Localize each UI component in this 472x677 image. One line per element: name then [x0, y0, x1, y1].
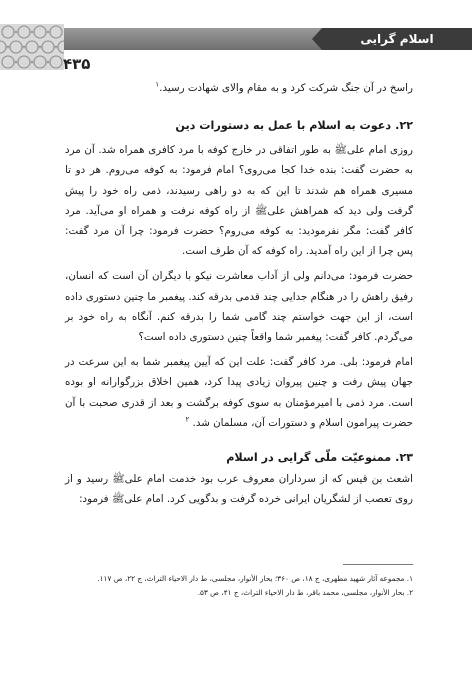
footnote: ۱. مجموعه آثار شهید مطهری، ج ۱۸، ص ۳۶۰؛ بحار الأنوار، مجلسی، ط دار الاحیاء التراث، ج ۲۲، ص ۱۱۷. — [97, 574, 413, 583]
footnote-ref: ۱ — [155, 80, 160, 89]
intro-line: راسخ در آن جنگ شرکت کرد و به مقام والای شهادت رسید.$^۱$ — [155, 80, 413, 94]
footnote-ref: ۲ — [185, 415, 190, 424]
footnotes — [63, 572, 413, 600]
body-text — [65, 78, 413, 509]
page-number: ۴۳۵ — [63, 55, 91, 73]
paragraph: حضرت فرمود: می‌دانم ولی از آداب معاشرت نیکو با دیگران آن است که انسان، رفیق راهش را در هنگام جدایی چند قدمی بدرقه کند. پیغمبر ما چنین دستوری داده است، از این جهت خواستم چند گامی شما را بدرقه کنم. آنگاه به راه خود بر می‌گردم. کافر گفت: پیغمبر شما واقعاً چنین دستوری داده است؟ — [65, 270, 413, 344]
section-heading: ۲۲. دعوت به اسلام با عمل به دستورات دین — [175, 119, 413, 133]
section-heading: ۲۳. ممنوعیّت ملّی گرایی در اسلام — [226, 451, 413, 465]
footnote-divider — [343, 564, 413, 565]
paragraph: روزی امام علیﷺ به طور اتفاقی در خارج کوفه با مرد کافری همراه شد. آن مرد به حضرت گفت: بنده خدا کجا می‌روی؟ امام فرمود: به کوفه می‌روم. هر دو تا مسیری همراه هم شدند تا این که به دو راهی رسیدند، ذمی راه خود را پیش گرفت ولی دید که همراهش علیﷺ از راه کوفه نرفت و همراه او می‌آید. مرد کافر گفت: مگر نفرمودید: به کوفه می‌روم؟ حضرت فرمود: چرا آن مرد گفت: پس چرا از این راه آمدید. راه کوفه که آن طرف است. — [65, 144, 413, 258]
paragraph: اشعث بن قیس که از سرداران معروف عرب بود خدمت امام علیﷺ رسید و از روی تعصب از لشگریان ایرانی خرده گرفت و بدگویی کرد. امام علیﷺ فرمود: — [65, 473, 413, 506]
ornament-pattern — [0, 24, 64, 70]
paragraph: امام فرمود: بلی. مرد کافر گفت: علت این که آیین پیغمبر شما به این سرعت در جهان پیش رفت و چنین پیروان زیادی پیدا کرد، همین اخلاق بزرگوارانه او بوده است. مرد ذمی با امیرمؤمنان به سوی کوفه برگشت و بعد از قدری صحبت با آن حضرت پیرامون اسلام و دستورات آن، مسلمان شد. $^۲$ — [65, 356, 413, 429]
header-title: اسلام گرایی — [322, 28, 472, 50]
footnote: ۲. بحار الأنوار، مجلسی، محمد باقر، ط دار الاحیاء التراث، ج ۴۱، ص ۵۳. — [197, 588, 413, 597]
header-bar — [64, 28, 472, 50]
